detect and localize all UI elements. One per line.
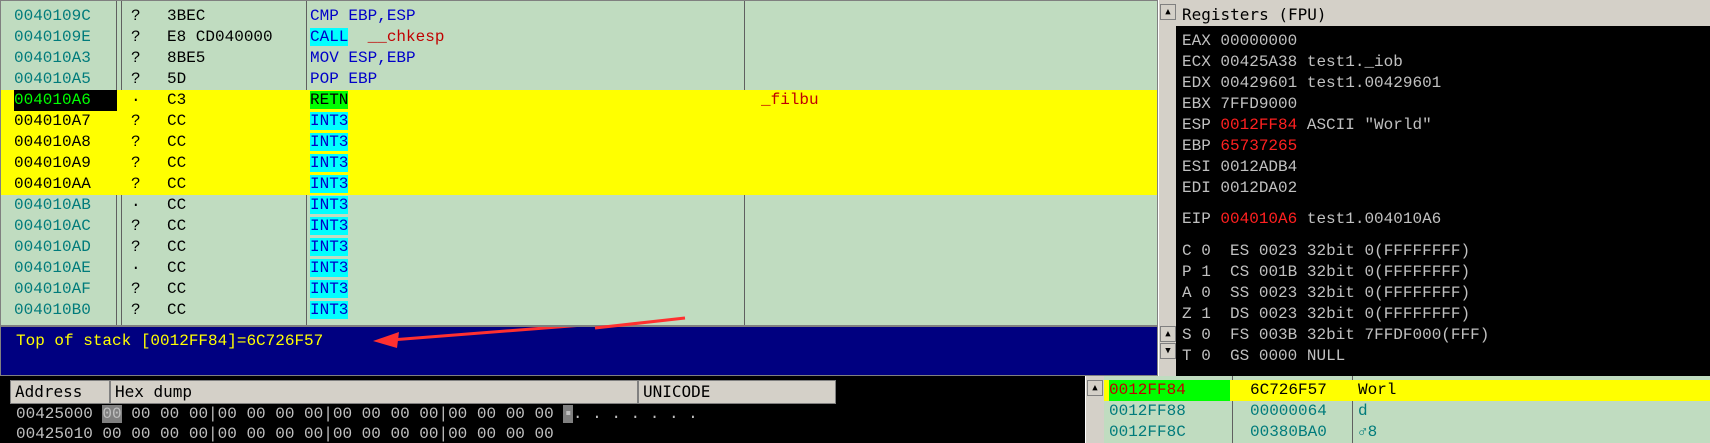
flag-row[interactable]: [1182, 325, 1489, 346]
segment-bits: 32bit: [1306, 326, 1355, 344]
segment-base: 0(FFFFFFFF): [1364, 284, 1471, 302]
disasm-address: 004010AC: [14, 217, 91, 235]
disasm-scrollbar[interactable]: [1158, 0, 1177, 376]
register-name: EDI: [1182, 179, 1211, 197]
register-row[interactable]: [1182, 178, 1297, 199]
flag-row[interactable]: [1182, 241, 1470, 262]
disasm-instruction: [310, 195, 730, 216]
disasm-operands: ESP,EBP: [348, 49, 416, 67]
disasm-hex: CC: [167, 154, 187, 172]
scroll-up-icon[interactable]: ▲: [1087, 380, 1103, 396]
top-of-stack-info: Top of stack [0012FF84]=6C726F57: [16, 332, 324, 350]
stack-comment: d: [1358, 402, 1368, 420]
disasm-mnemonic: INT3: [310, 133, 349, 151]
disasm-mnemonic: CMP: [310, 7, 339, 25]
disasm-mark: ·: [131, 91, 141, 109]
disasm-hex: E8 CD040000: [167, 28, 273, 46]
disassembly-pane[interactable]: [0, 0, 1158, 326]
disasm-hex: 8BE5: [167, 49, 206, 67]
flag-row[interactable]: [1182, 283, 1470, 304]
disasm-mark: ·: [131, 259, 141, 277]
segment-name: GS: [1230, 347, 1250, 365]
disasm-mark: ?: [131, 112, 141, 130]
disasm-call-target[interactable]: __chkesp: [367, 28, 445, 46]
disasm-mark: ?: [131, 217, 141, 235]
arrow-shaft: [595, 318, 685, 328]
disasm-operands: EBP: [348, 70, 378, 88]
disasm-mnemonic: INT3: [310, 154, 349, 172]
flag-row[interactable]: [1182, 304, 1470, 325]
segment-selector: 0023: [1258, 284, 1298, 302]
dump-address: 00425000: [16, 405, 93, 423]
registers-pane[interactable]: [1176, 4, 1710, 376]
register-row[interactable]: [1182, 31, 1297, 52]
dump-bytes[interactable]: 00 00 00|00 00 00 00|00 00 00 00|00 00 00 00: [121, 405, 554, 423]
register-value[interactable]: 0012DA02: [1220, 179, 1298, 197]
disasm-address-eip: 004010A6: [14, 90, 117, 111]
disasm-mark: ?: [131, 175, 141, 193]
disasm-mark: ?: [131, 7, 141, 25]
disasm-instruction: [310, 132, 730, 153]
register-value[interactable]: 00425A38: [1220, 53, 1298, 71]
disasm-instruction: [310, 237, 730, 258]
flag-row[interactable]: [1182, 346, 1345, 367]
disasm-hex: 3BEC: [167, 7, 206, 25]
disasm-mnemonic: INT3: [310, 175, 349, 193]
disasm-instruction: [310, 279, 730, 300]
disasm-mark: ?: [131, 28, 141, 46]
segment-base: 7FFDF000(FFF): [1364, 326, 1490, 344]
stack-row[interactable]: [1104, 422, 1710, 443]
disasm-hex: CC: [167, 112, 187, 130]
segment-name: SS: [1230, 284, 1250, 302]
disasm-hex: CC: [167, 196, 187, 214]
disasm-instruction: [310, 69, 730, 90]
stack-address: 0012FF88: [1109, 402, 1186, 420]
disasm-row[interactable]: [1, 48, 1158, 69]
disasm-operands: EBP,ESP: [348, 7, 416, 25]
dump-scrollbar[interactable]: [1085, 376, 1105, 443]
disasm-row[interactable]: [1, 6, 1158, 27]
disasm-hex: CC: [167, 133, 187, 151]
segment-base: 0(FFFFFFFF): [1364, 242, 1471, 260]
register-row[interactable]: [1182, 136, 1297, 157]
disasm-address: 004010A5: [14, 70, 91, 88]
disasm-mark: ?: [131, 301, 141, 319]
flag-bit[interactable]: 0: [1201, 326, 1211, 344]
flag-bit[interactable]: 0: [1201, 284, 1211, 302]
disasm-hex: CC: [167, 175, 187, 193]
disasm-address: 0040109C: [14, 7, 91, 25]
segment-bits: 32bit: [1306, 242, 1355, 260]
register-name: EDX: [1182, 74, 1211, 92]
disasm-row[interactable]: [1, 258, 1158, 279]
register-name: EIP: [1182, 210, 1211, 228]
disasm-instruction: [310, 174, 730, 195]
flag-bit[interactable]: 0: [1201, 347, 1211, 365]
register-value[interactable]: 004010A6: [1220, 210, 1298, 228]
flag-name: S: [1182, 326, 1192, 344]
column-header-address[interactable]: Address: [10, 380, 110, 404]
stack-value[interactable]: 00000064: [1250, 402, 1327, 420]
disasm-row[interactable]: [1, 27, 1158, 48]
segment-selector: 001B: [1258, 263, 1298, 281]
info-pane: [0, 326, 1158, 376]
register-value[interactable]: 0012FF84: [1220, 116, 1298, 134]
register-name: EBP: [1182, 137, 1211, 155]
disasm-instruction: [310, 48, 730, 69]
flag-bit[interactable]: 0: [1201, 242, 1211, 260]
registers-title[interactable]: Registers (FPU): [1176, 4, 1710, 26]
disasm-address: 004010A9: [14, 154, 91, 172]
segment-bits: 32bit: [1306, 305, 1355, 323]
stack-value[interactable]: 00380BA0: [1250, 423, 1327, 441]
segment-base: 0(FFFFFFFF): [1364, 305, 1471, 323]
disasm-hex: CC: [167, 301, 187, 319]
disasm-instruction: [310, 90, 730, 111]
disasm-address: 004010AB: [14, 196, 91, 214]
register-value[interactable]: 00429601: [1220, 74, 1298, 92]
arrow-head-icon: [373, 332, 399, 348]
segment-base: 0(FFFFFFFF): [1364, 263, 1471, 281]
disasm-address: 004010B0: [14, 301, 91, 319]
disasm-address: 0040109E: [14, 28, 91, 46]
disasm-mnemonic: INT3: [310, 301, 349, 319]
disasm-mark: ?: [131, 49, 141, 67]
disasm-address: 004010A8: [14, 133, 91, 151]
register-row[interactable]: [1182, 73, 1441, 94]
register-value[interactable]: 65737265: [1220, 137, 1298, 155]
stack-pane[interactable]: [1104, 376, 1710, 443]
dump-address: 00425010: [16, 425, 93, 443]
disasm-row[interactable]: [1, 69, 1158, 90]
register-name: ECX: [1182, 53, 1211, 71]
disasm-mark: ?: [131, 133, 141, 151]
disasm-instruction: [310, 153, 730, 174]
register-row[interactable]: [1182, 157, 1297, 178]
register-row-eip[interactable]: [1182, 209, 1441, 230]
annotation-arrow: [1, 327, 1158, 376]
disasm-mnemonic: INT3: [310, 238, 349, 256]
scroll-up-icon[interactable]: ▲: [1160, 326, 1176, 342]
disasm-hex: CC: [167, 280, 187, 298]
segment-name: DS: [1230, 305, 1250, 323]
dump-row[interactable]: [16, 424, 554, 443]
stack-value[interactable]: 6C726F57: [1250, 381, 1327, 399]
register-comment: test1._iob: [1306, 53, 1403, 71]
segment-selector: 0023: [1258, 305, 1298, 323]
stack-address: 0012FF84: [1109, 380, 1230, 401]
segment-selector: 003B: [1258, 326, 1298, 344]
disasm-mnemonic: POP: [310, 70, 339, 88]
segment-bits: 32bit: [1306, 284, 1355, 302]
disasm-mnemonic: MOV: [310, 49, 339, 67]
disasm-address: 004010A3: [14, 49, 91, 67]
disasm-address: 004010AA: [14, 175, 91, 193]
hex-dump-pane[interactable]: [0, 376, 1085, 443]
flag-bit[interactable]: 1: [1201, 263, 1211, 281]
disasm-instruction: [310, 6, 730, 27]
dump-row[interactable]: [16, 404, 698, 424]
register-row[interactable]: [1182, 115, 1432, 136]
flag-bit[interactable]: 1: [1201, 305, 1211, 323]
flag-name: T: [1182, 347, 1192, 365]
register-name: EAX: [1182, 32, 1211, 50]
disasm-row[interactable]: [1, 111, 1158, 132]
disasm-hex: CC: [167, 217, 187, 235]
register-name: EBX: [1182, 95, 1211, 113]
stack-comment: ♂8: [1358, 423, 1378, 441]
disasm-address: 004010AD: [14, 238, 91, 256]
register-comment: ASCII "World": [1306, 116, 1432, 134]
disasm-mark: ?: [131, 280, 141, 298]
disasm-mnemonic: CALL: [310, 28, 349, 46]
disasm-mark: ?: [131, 238, 141, 256]
segment-selector: 0023: [1258, 242, 1298, 260]
register-comment: test1.004010A6: [1306, 210, 1442, 228]
disasm-row[interactable]: [1, 279, 1158, 300]
disasm-mnemonic: INT3: [310, 196, 349, 214]
register-value[interactable]: 7FFD9000: [1220, 95, 1298, 113]
dump-bytes[interactable]: 00 00 00|00 00 00 00|00 00 00 00|00 00 00 00: [121, 425, 554, 443]
disasm-mark: ?: [131, 154, 141, 172]
disasm-row-current[interactable]: [1, 90, 1158, 111]
stack-row-top[interactable]: [1104, 380, 1710, 401]
disasm-mnemonic: RETN: [310, 91, 349, 109]
scroll-up-icon[interactable]: ▲: [1160, 4, 1176, 20]
stack-row[interactable]: [1104, 401, 1710, 422]
dump-unicode-selected[interactable]: ▪: [563, 405, 573, 423]
disasm-hex: CC: [167, 238, 187, 256]
disasm-mark: ?: [131, 70, 141, 88]
dump-byte-selected[interactable]: 00: [102, 405, 122, 423]
flag-name: P: [1182, 263, 1192, 281]
disasm-mnemonic: INT3: [310, 280, 349, 298]
segment-name: CS: [1230, 263, 1250, 281]
disasm-row[interactable]: [1, 195, 1158, 216]
disasm-instruction: [310, 27, 730, 48]
segment-selector: 0000: [1258, 347, 1298, 365]
register-value[interactable]: 0012ADB4: [1220, 158, 1298, 176]
flag-row[interactable]: [1182, 262, 1470, 283]
annotation-arrow-top: [0, 300, 1158, 330]
register-row[interactable]: [1182, 94, 1297, 115]
disasm-row[interactable]: [1, 237, 1158, 258]
stack-address: 0012FF8C: [1109, 423, 1186, 441]
disasm-address: 004010AF: [14, 280, 91, 298]
register-value[interactable]: 00000000: [1220, 32, 1298, 50]
flag-name: A: [1182, 284, 1192, 302]
flag-name: Z: [1182, 305, 1192, 323]
disasm-address: 004010A7: [14, 112, 91, 130]
disasm-hex: CC: [167, 259, 187, 277]
stack-comment: Worl: [1358, 381, 1397, 399]
register-name: ESI: [1182, 158, 1211, 176]
disasm-row[interactable]: [1, 216, 1158, 237]
disasm-mnemonic: INT3: [310, 259, 349, 277]
disasm-row[interactable]: [1, 174, 1158, 195]
disasm-instruction: [310, 111, 730, 132]
disasm-hex: C3: [167, 91, 187, 109]
segment-name: FS: [1230, 326, 1250, 344]
disasm-comment: _filbu: [761, 91, 819, 109]
disasm-mark: ·: [131, 196, 141, 214]
register-row[interactable]: [1182, 52, 1403, 73]
scroll-down-icon[interactable]: ▼: [1160, 343, 1176, 359]
disasm-instruction: [310, 258, 730, 279]
register-name: ESP: [1182, 116, 1211, 134]
disasm-instruction: [310, 216, 730, 237]
segment-bits: NULL: [1306, 347, 1346, 365]
dump-unicode: . . . . . . .: [572, 405, 698, 423]
column-header-hex[interactable]: Hex dump: [110, 380, 638, 404]
column-header-unicode[interactable]: UNICODE: [638, 380, 836, 404]
flag-name: C: [1182, 242, 1192, 260]
disasm-hex: 5D: [167, 70, 187, 88]
segment-name: ES: [1230, 242, 1250, 260]
disasm-row[interactable]: [1, 153, 1158, 174]
disasm-mnemonic: INT3: [310, 112, 349, 130]
disasm-address: 004010AE: [14, 259, 91, 277]
disasm-row[interactable]: [1, 132, 1158, 153]
dump-byte[interactable]: 00: [102, 425, 122, 443]
register-comment: test1.00429601: [1306, 74, 1442, 92]
disasm-mnemonic: INT3: [310, 217, 349, 235]
segment-bits: 32bit: [1306, 263, 1355, 281]
